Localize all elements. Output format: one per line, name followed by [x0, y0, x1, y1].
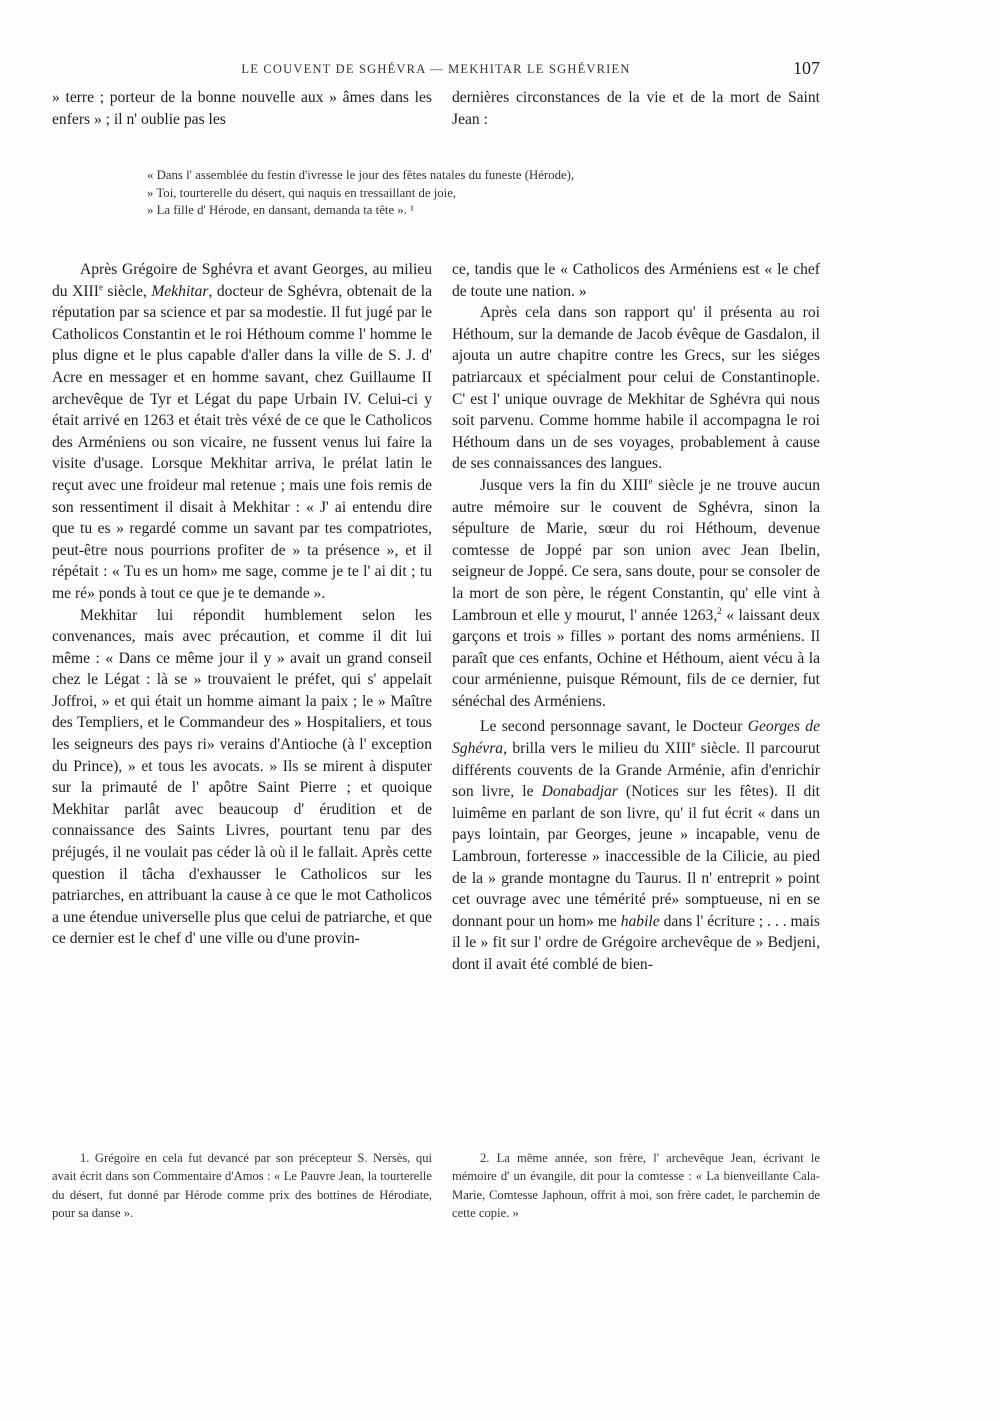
right-paragraph-4 [452, 716, 820, 975]
left-paragraph-1 [52, 259, 432, 605]
top-right-text-block [452, 87, 820, 130]
text-run: siècle je ne trouve aucun autre mémoire sur le couvent de Sghévra, sinon la sépulture de Marie, sœur du roi Héthoum, devenue comtesse de Joppé par son union avec Jean Ibelin, seigneur de Joppé. Ce sera, sans doute, pour se consoler de la mort de son père, le régent Constantin, qu' elle vint à Lambroun et elle y mourut, l' année 1263, [452, 476, 820, 624]
page-number: 107 [793, 58, 820, 78]
running-head: LE COUVENT DE SGHÉVRA — MEKHITAR LE SGHÉVRIEN [241, 62, 631, 76]
superscript: e [648, 475, 653, 486]
verse-quotation [147, 167, 847, 220]
text-run: siècle. Il parcourut différents couvents de la Grande Arménie, afin d'enrichir son livre, le [452, 740, 820, 801]
right-paragraph-2: Après cela dans son rapport qu' il présenta au roi Héthoum, sur la demande de Jacob évêque de Gasdalon, il ajouta un autre chapitre contre les Grecs, sur les siéges patriarcaux et spécialment pour celui de Constantinople. C' est l' unique ouvrage de Mekhitar de Sghévra qui nous soit parvenu. Comme homme habile il accompagna le roi Héthoum dans un de ses voyages, probablement à cause de ses connaissances des langues. [452, 304, 820, 473]
text-run: Après Grégoire de Sghévra et avant Georges, au milieu du XIII [52, 261, 432, 300]
superscript: e [98, 281, 103, 292]
quote-line-1: « Dans l' assemblée du festin d'ivresse le jour des fêtes natales du funeste (Hérode), [147, 168, 575, 182]
text-run: , docteur de Sghévra, obtenait de la réputation par sa science et par sa modestie. Il fut jugé par le Catholicos Constantin et le roi Héthoum comme l' homme le plus digne et le plus capable d'aller dans la ville de S. J. d' Acre en messager et en homme savant, chez Guillaume II archevêque de Tyr et Légat du pape Urbain IV. Celui-ci y était arrivé en 1263 et était très véxé de ce que le Catholicos des Arméniens ou son vicaire, ne fussent venus lui faire la visite d'usage. Lorsque Mekhitar arriva, le prélat latin le reçut avec une froideur mal retenue ; mais une fois remis de son ressentiment il disait à Mekhitar : « J' ai entendu dire que tu es » regardé comme un savant par tes compatriotes, peut-être nous pourrions profiter de » ta présence », et il répétait : « Tu es un hom» me sage, comme je te l' ai dit ; tu me ré» ponds à tout ce que je te demande ». [52, 282, 432, 602]
top-left-text-block [52, 87, 432, 130]
page-header [52, 58, 820, 82]
left-column [52, 259, 432, 950]
right-paragraph-3 [452, 475, 820, 713]
left-paragraph-2: Mekhitar lui répondit humblement selon les convenances, mais avec précaution, et comme il dit lui même : « Dans ce même jour il y » avait un grand conseil chez le Légat : là se » trouvaient le préfet, qui s' appelait Joffroi, » et qui était un homme aimant la paix ; le » Maître des Templiers, et le Commandeur des » Hospitaliers, et tous les seigneurs des pays ri» verains d'Antioche (à l' exception du Prince), » et tous les avocats. » Ils se mirent à disputer sur la primauté de l' apôtre Saint Pierre ; et quoique Mekhitar parlât avec beaucoup d' érudition et de connaissance des Saints Livres, pourtant tenu par des préjugés, il ne voulait pas céder là où il le fallait. Après cette question il tâcha d'exhausser le Catholicos sur les patriarches, en attribuant la cause à ce que le mot Catholicos a une étendue universelle plus que celui de patriarche, et que ce dernier est le chef d' une ville ou d'une provin- [52, 606, 432, 948]
top-right-paragraph: dernières circonstances de la vie et de la mort de Saint Jean : [452, 89, 820, 128]
right-paragraph-1: ce, tandis que le « Catholicos des Arméniens est « le chef de toute une nation. » [452, 261, 820, 300]
text-run: Jusque vers la fin du XIII [480, 476, 649, 494]
italic-word: habile [620, 912, 660, 930]
text-run: siècle, [102, 282, 152, 300]
italic-title: Donabadjar [541, 783, 618, 801]
right-column [452, 259, 820, 976]
text-run: dans l' écriture ; . . . mais il le » fit sur l' ordre de Grégoire archevêque de » Bedjeni, dont il avait été comblé de bien- [452, 912, 820, 973]
text-run: « laissant deux garçons et trois » filles » portant des noms arméniens. Il paraît que ces enfants, Ochine et Héthoum, aient vécu à la cour arménienne, puisque Rémount, fils de ce dernier, fut sénéchal des Arméniens. [452, 606, 821, 710]
footnote-text: 2. La même année, son frère, l' archevêque Jean, écrivant le mémoire d' un évangile, dit pour la comtesse : « La bienveillante Cala-Marie, Comtesse Japhoun, offrit à moi, son frère cadet, le parchemin de cette copie. » [452, 1150, 820, 1221]
top-left-paragraph: » terre ; porteur de la bonne nouvelle aux » âmes dans les enfers » ; il n' oublie pas les [52, 89, 432, 128]
text-run: , brilla vers le milieu du XIII [503, 740, 692, 758]
footnote-1 [52, 1136, 432, 1235]
italic-name: Georges de Sghévra [452, 718, 820, 758]
footnote-marker: 2 [717, 605, 722, 616]
italic-name: Mekhitar [151, 282, 209, 300]
quote-line-2: » Toi, tourterelle du désert, qui naquis en tressaillant de joie, [147, 185, 457, 200]
footnote-2 [452, 1136, 820, 1235]
text-run: (Notices sur les fêtes). Il dit luimême en parlant de son livre, qu' il fut écrit « dans un pays lointain, par Georges, jeune » incapable, venu de Lambroun, forteresse » inaccessible de la Cilicie, au pied de la » grande montagne du Taurus. Il n' entreprit » point cet ouvrage avec une témérité pré» somptueuse, ni en se donnant pour un hom» me [452, 783, 820, 930]
quote-line-3: » La fille d' Hérode, en dansant, demanda ta tête ». ¹ [147, 203, 414, 217]
text-run: Le second personnage savant, le Docteur [480, 718, 748, 736]
footnote-text: 1. Grégoire en cela fut devancé par son précepteur S. Nersès, qui avait écrit dans son Commentaire d'Amos : « Le Pauvre Jean, la tourterelle du désert, fut donné par Hérode comme prix des bottines de Hérodiate, pour sa danse ». [52, 1150, 432, 1221]
superscript: e [691, 738, 696, 749]
